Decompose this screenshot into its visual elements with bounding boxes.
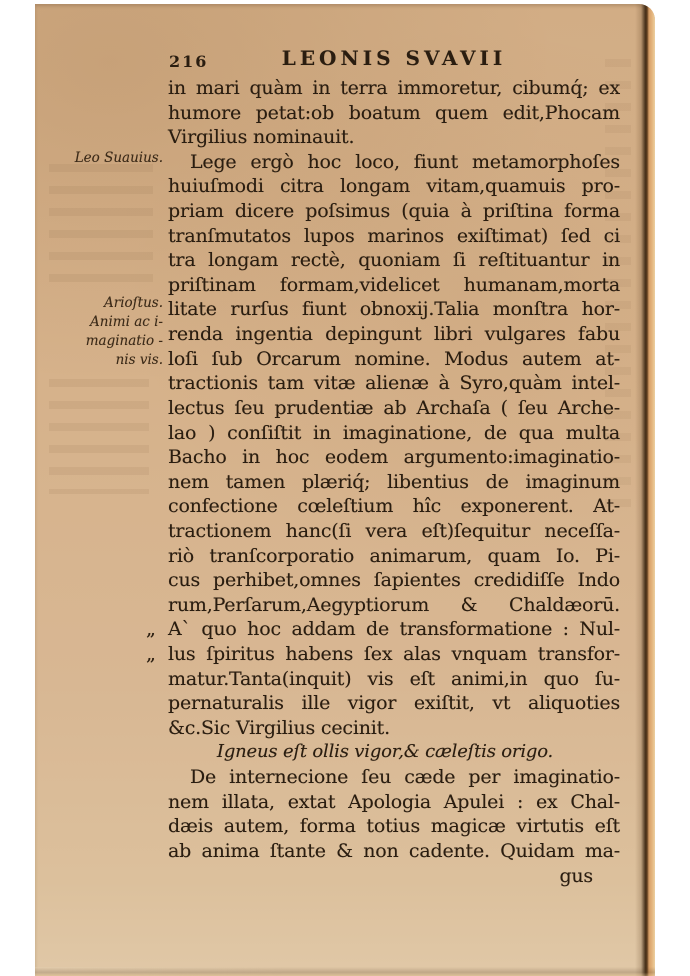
text-line: [168, 101, 620, 126]
line-text: &c.Sic Virgilius cecinit.: [168, 716, 390, 739]
text-line: [168, 568, 620, 593]
line-text: priſtinam formam,videlicet humanam,morta: [168, 273, 620, 296]
quote-mark: „: [146, 643, 156, 666]
line-text: matur.Tanta(inquit) vis eſt animi,in quo ſu-: [168, 667, 620, 690]
text-line: [168, 297, 620, 322]
text-line: [168, 174, 620, 199]
line-text: tractionis tam vitæ alienæ à Syro,quàm intel-: [168, 372, 620, 395]
text-line: [168, 667, 620, 692]
text-line: [168, 371, 620, 396]
quote-mark: „: [146, 618, 156, 641]
line-text: in mari quàm in terra immoretur, cibumq́; ex: [168, 77, 620, 99]
margin-note: nis vis.: [115, 352, 163, 368]
text-line: [168, 76, 620, 101]
text-line: [168, 494, 620, 519]
text-line: [168, 224, 620, 249]
line-text: De internecione ſeu cæde per imaginatio-: [190, 766, 620, 789]
line-text: tra longam rectè, quoniam ſi reſtituantur in: [168, 249, 620, 272]
line-text: Igneus eſt ollis vigor,& cæleſtis origo.: [216, 741, 554, 763]
text-line: [146, 617, 620, 642]
line-text: pernaturalis ille vigor exiſtit, vt aliquoties: [168, 692, 620, 715]
paper-page: [35, 4, 655, 976]
margin-note: Arioſtus.: [104, 295, 163, 311]
line-text: confectione cœleſtium hîc exponerent. At-: [168, 495, 620, 518]
line-text: tranſmutatos lupos marinos exiſtimat) ſed ci: [168, 224, 620, 247]
line-text: lao ) conſiſtit in imaginatione, de qua multa: [168, 421, 620, 444]
line-text: lectus ſeu prudentiæ ab Archaſa ( ſeu Arche-: [168, 396, 620, 419]
line-text: Virgilius nominauit.: [168, 126, 355, 149]
text-line: [168, 248, 620, 273]
line-text: humore petat:ob boatum quem edit,Phocam: [168, 101, 620, 124]
text-line: [168, 322, 620, 347]
margin-notes: [35, 4, 165, 976]
line-text: Bacho in hoc eodem argumento:imaginatio-: [168, 446, 620, 469]
line-text: nem tamen plæriq́; libentius de imaginum: [168, 470, 620, 493]
text-line: [168, 691, 620, 716]
page-edge-right: [635, 4, 655, 976]
line-text: priam dicere poſsimus (quia à priſtina forma: [168, 200, 620, 223]
text-line: [168, 839, 620, 864]
text-line: [168, 150, 620, 175]
text-line: [168, 790, 620, 815]
line-text: tractionem hanc(ſi vera eſt)ſequitur neceſſa-: [168, 519, 620, 542]
line-text: Lege ergò hoc loco, fiunt metamorphoſes: [190, 150, 620, 173]
text-line: [168, 544, 620, 569]
page-number: 216: [169, 52, 209, 71]
text-block: [146, 76, 620, 888]
line-text: loſi ſub Orcarum nomine. Modus autem at-: [168, 347, 620, 370]
line-text: dæis autem, forma totius magicæ virtutis eſt: [168, 815, 620, 838]
text-line: [168, 199, 620, 224]
text-line: [168, 273, 620, 298]
text-line: [168, 716, 620, 741]
running-header: LEONIS SVAVII: [281, 46, 507, 70]
text-line: [168, 519, 620, 544]
text-line: [168, 470, 620, 495]
page-header: [168, 46, 620, 72]
margin-note: maginatio -: [85, 333, 163, 349]
text-line: [168, 445, 620, 470]
text-line: [168, 347, 620, 372]
text-line: [168, 765, 620, 790]
line-text: A` quo hoc addam de transformatione : Nul-: [168, 618, 620, 641]
line-text: huiuſmodi citra longam vitam,quamuis pro-: [168, 175, 620, 198]
line-text: rum,Perſarum,Aegyptiorum & Chaldæorū.: [168, 593, 620, 616]
text-line: [168, 593, 620, 618]
margin-note: Leo Suauius.: [74, 150, 163, 166]
text-line: [168, 125, 620, 150]
line-text: riò tranſcorporatio animarum, quam Io. Pi-: [168, 544, 620, 567]
line-text: litate rurſus fiunt obnoxij.Talia monſtra hor-: [168, 298, 620, 321]
text-line: [168, 421, 620, 446]
catchword: [168, 864, 620, 889]
text-line: [146, 642, 620, 667]
line-text: cus perhibet,omnes ſapientes credidiſſe Indo: [168, 569, 620, 592]
text-line: [168, 396, 620, 421]
page-edge-bottom: [35, 967, 655, 976]
line-text: lus ſpiritus habens ſex alas vnquam transfor-: [168, 643, 620, 666]
line-text: renda ingentia depingunt libri vulgares fabu: [168, 323, 620, 346]
text-line: [168, 814, 620, 839]
text-line: [168, 740, 620, 765]
line-text: ab anima ſtante & non cadente. Quidam ma-: [168, 839, 620, 862]
margin-note: Animi ac i-: [90, 314, 163, 330]
line-text: gus: [559, 864, 593, 887]
line-text: nem illata, extat Apologia Apulei : ex Chal-: [168, 790, 620, 813]
